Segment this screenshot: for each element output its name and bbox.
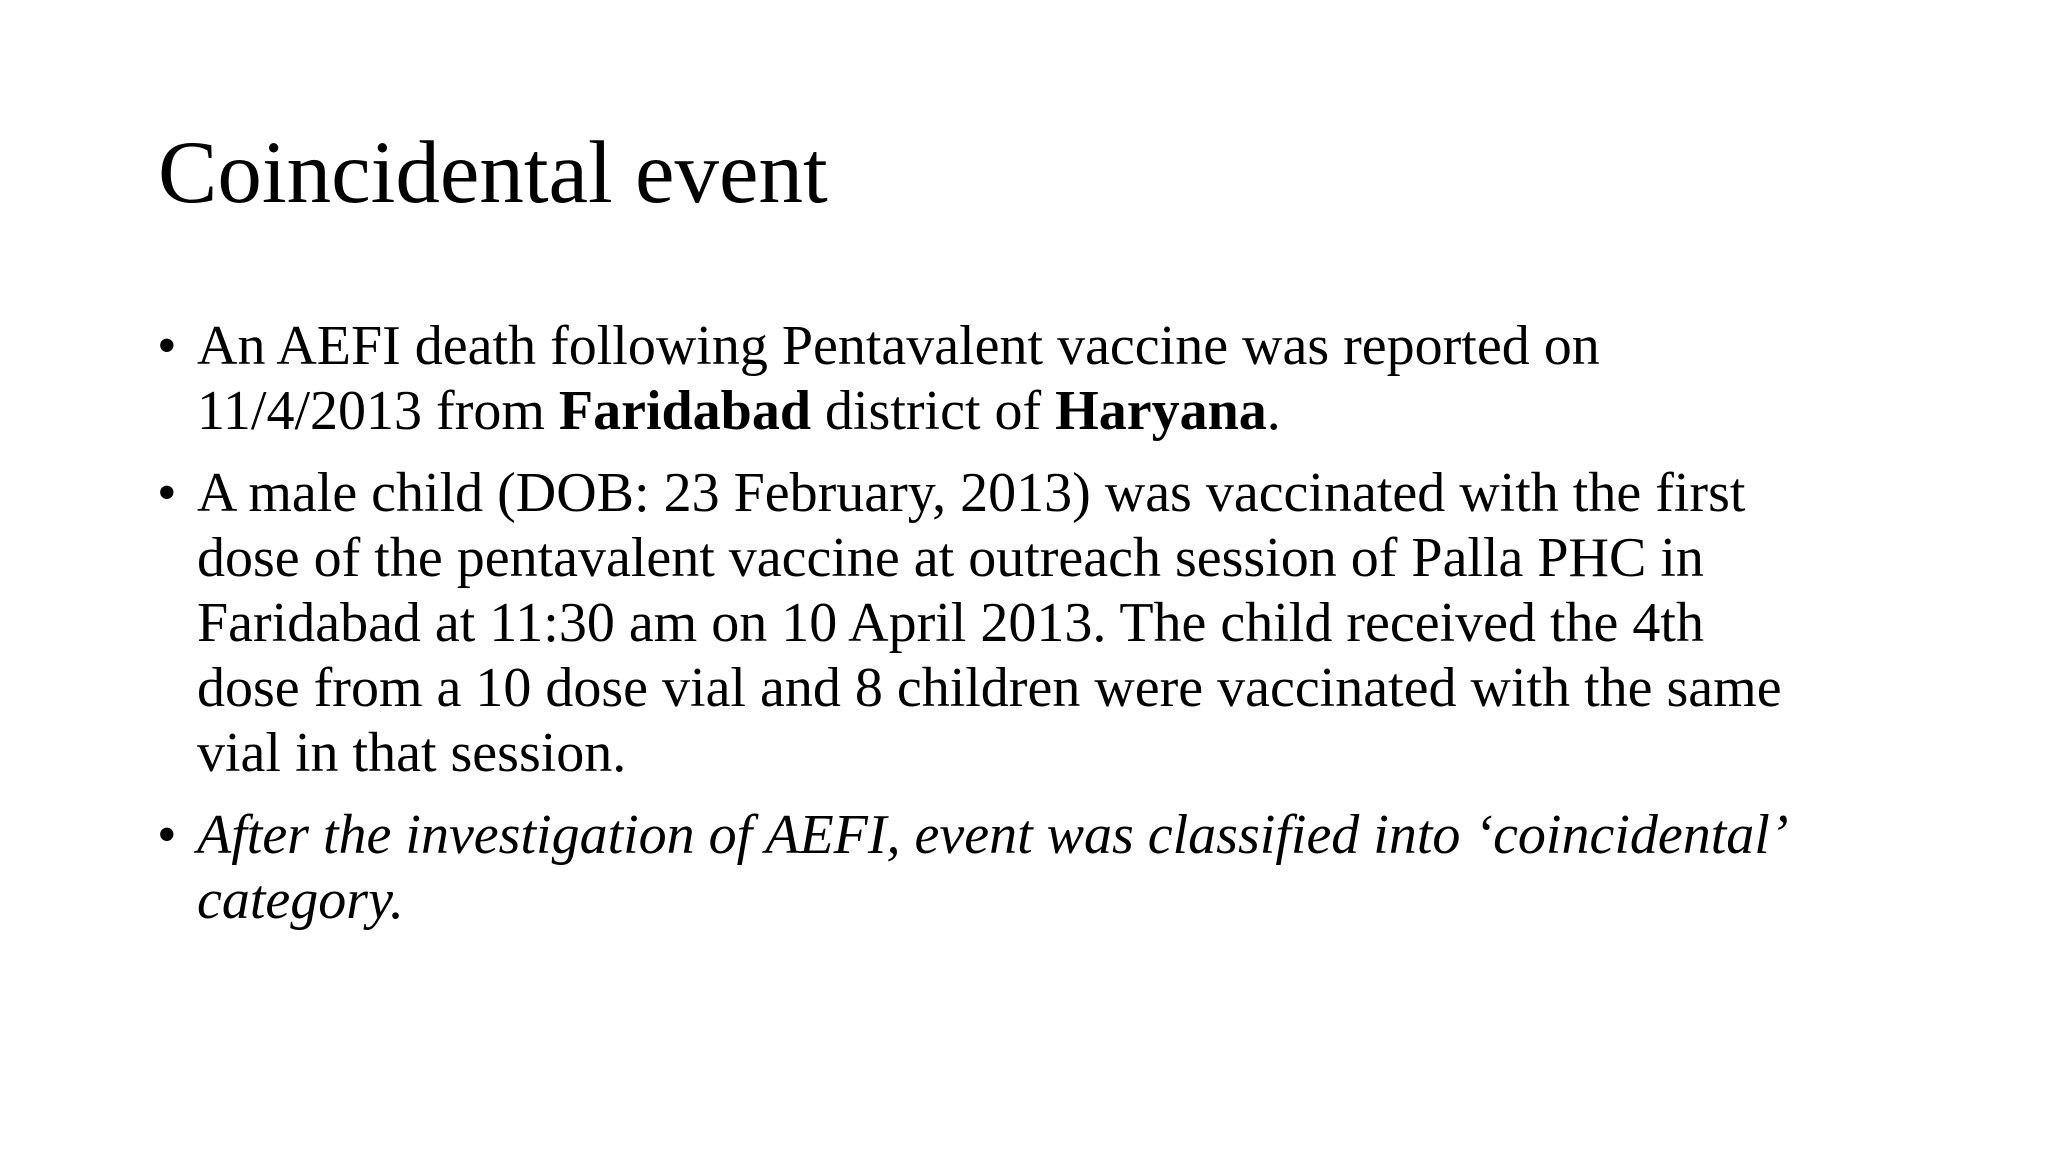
bullet-text: [197, 803, 1947, 933]
bullet-text: [197, 314, 1947, 444]
bullet-marker: •: [157, 462, 177, 524]
bullet-line: Faridabad at 11:30 am on 10 April 2013. The child received the 4th: [197, 592, 1704, 654]
bullet-line: dose from a 10 dose vial and 8 children were vaccinated with the same: [197, 657, 1782, 719]
text-run: .: [1266, 380, 1281, 442]
slide-title: Coincidental event: [158, 124, 828, 222]
district-name: Faridabad: [558, 380, 811, 442]
bullet-line: category.: [197, 869, 404, 931]
bullet-item-classification: [0, 803, 1947, 933]
bullet-line: [197, 379, 1947, 444]
bullet-line: A male child (DOB: 23 February, 2013) was vaccinated with the first: [197, 462, 1746, 524]
text-run: An AEFI death following Pentavalent vaccine was reported on: [197, 315, 1600, 377]
bullet-marker: •: [157, 315, 177, 377]
bullet-line: After the investigation of AEFI, event was classified into ‘coincidental’: [197, 804, 1789, 866]
text-run: district of: [810, 380, 1056, 442]
bullet-text: [197, 461, 1947, 786]
bullet-line: dose of the pentavalent vaccine at outreach session of Palla PHC in: [197, 527, 1704, 589]
bullet-item-report: [0, 314, 1947, 444]
bullet-list: [0, 314, 2048, 950]
bullet-marker: •: [157, 804, 177, 866]
state-name: Haryana: [1055, 380, 1267, 442]
bullet-line: vial in that session.: [197, 722, 627, 784]
bullet-line: [197, 314, 1947, 379]
bullet-item-case-details: [0, 461, 1947, 786]
text-run: 11/4/2013 from: [197, 380, 559, 442]
